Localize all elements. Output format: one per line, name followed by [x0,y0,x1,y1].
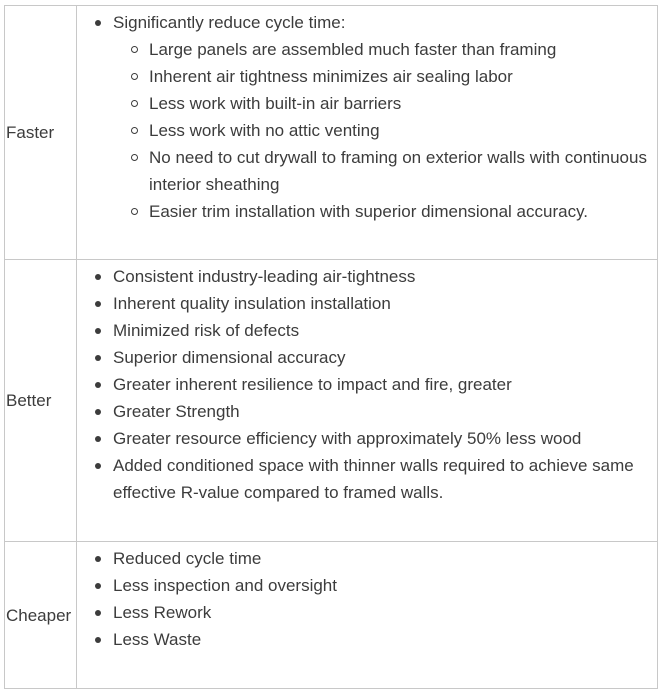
list-item: Less Rework [77,599,647,626]
table-row-faster [5,6,658,260]
sub-list-item: Inherent air tightness minimizes air sealing labor [113,63,647,90]
sub-list-item: Less work with built-in air barriers [113,90,647,117]
list-item: Superior dimensional accuracy [77,344,647,371]
row-content-better [77,260,658,542]
list-item: Added conditioned space with thinner walls required to achieve same effective R-value compared to framed walls. [77,452,647,506]
comparison-table [4,5,658,689]
list-item [77,9,647,225]
table-row-cheaper [5,542,658,689]
list-item: Inherent quality insulation installation [77,290,647,317]
list-item: Reduced cycle time [77,545,647,572]
sub-bullet-list [113,36,647,225]
row-label-faster: Faster [5,6,77,260]
bullet-list [77,9,647,225]
table-row-better [5,260,658,542]
sub-list-item: Large panels are assembled much faster than framing [113,36,647,63]
list-item: Minimized risk of defects [77,317,647,344]
bullet-list [77,263,647,506]
sub-list-item: No need to cut drywall to framing on exterior walls with continuous interior sheathing [113,144,647,198]
bullet-list [77,545,647,653]
list-item: Greater inherent resilience to impact and fire, greater [77,371,647,398]
row-label-better: Better [5,260,77,542]
list-item: Consistent industry-leading air-tightness [77,263,647,290]
row-content-faster [77,6,658,260]
row-content-cheaper [77,542,658,689]
list-item: Less Waste [77,626,647,653]
row-label-cheaper: Cheaper [5,542,77,689]
list-item-text: Significantly reduce cycle time: [113,13,346,32]
list-item: Greater Strength [77,398,647,425]
sub-list-item: Less work with no attic venting [113,117,647,144]
list-item: Greater resource efficiency with approximately 50% less wood [77,425,647,452]
list-item: Less inspection and oversight [77,572,647,599]
sub-list-item: Easier trim installation with superior dimensional accuracy. [113,198,647,225]
